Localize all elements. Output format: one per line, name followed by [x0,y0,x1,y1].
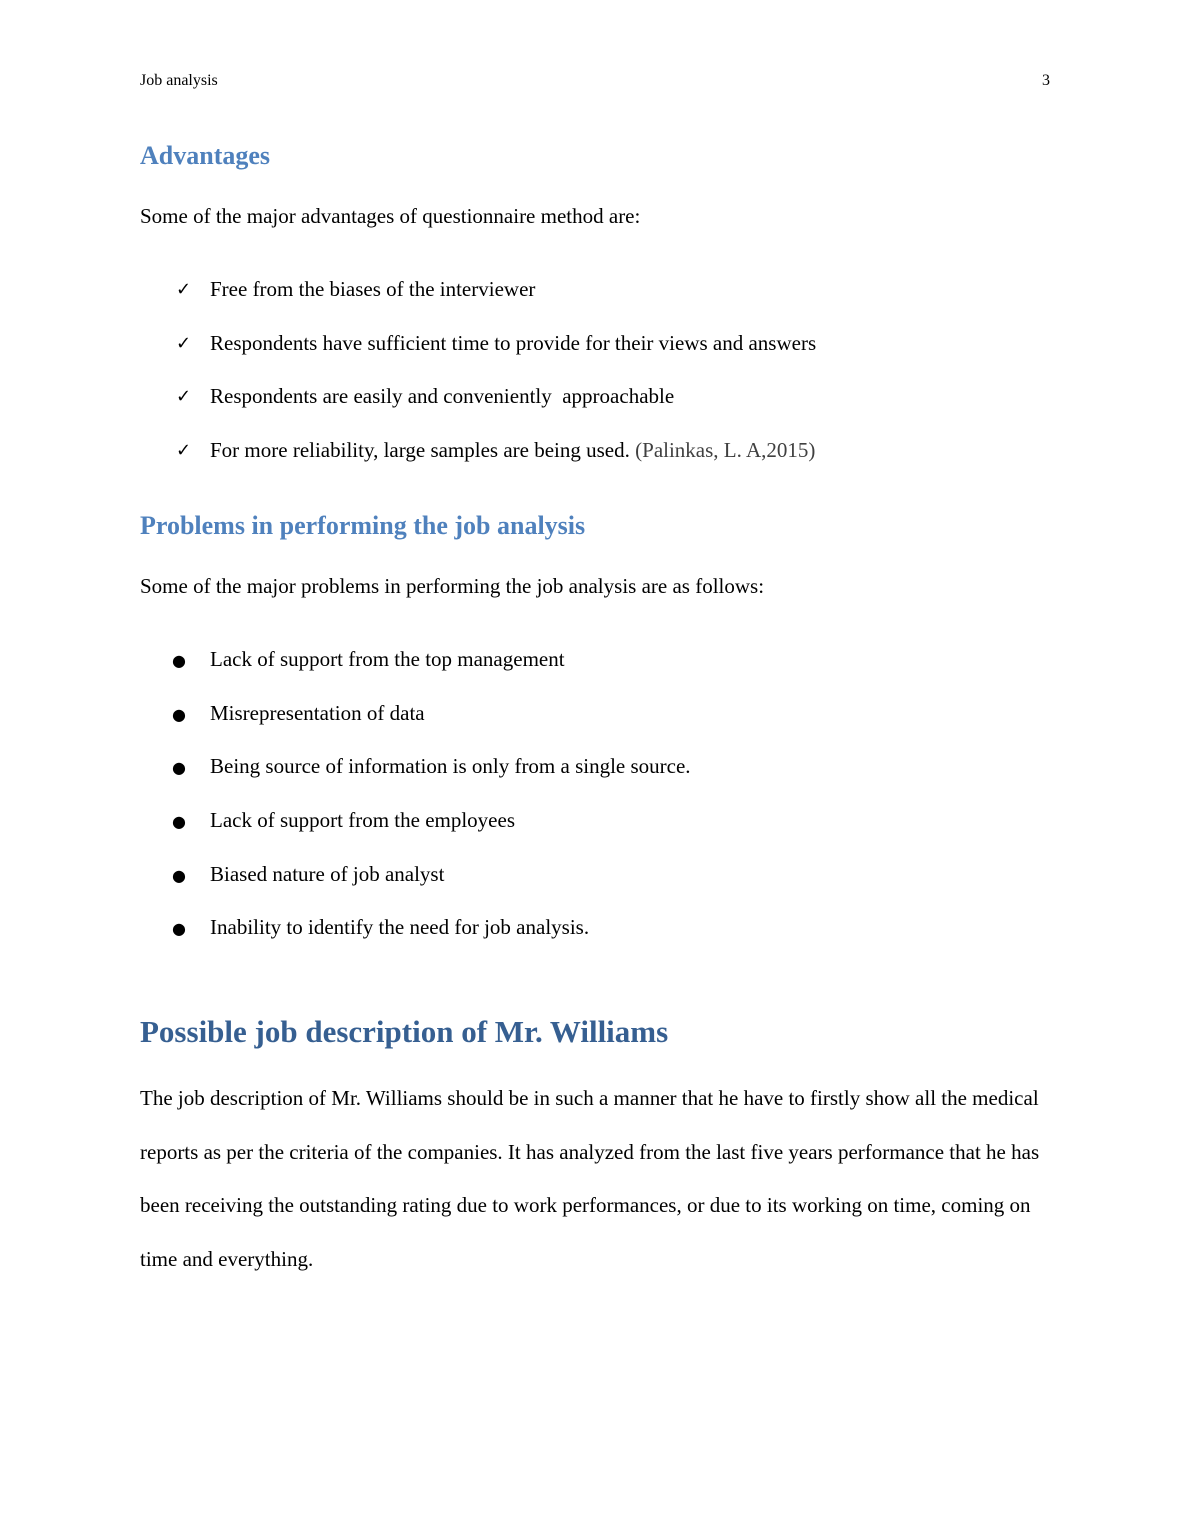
citation: (Palinkas, L. A,2015) [635,438,816,463]
checkmark-icon: ✓ [176,386,192,408]
problems-heading: Problems in performing the job analysis [140,511,586,540]
problems-intro: Some of the major problems in performing the job analysis are as follows: [140,574,765,598]
list-item-text: Being source of information is only from a single source. [210,754,691,779]
list-item-text: Lack of support from the employees [210,808,515,833]
list-item-text: Inability to identify the need for job analysis. [210,915,590,940]
page-number: 3 [1042,72,1050,89]
list-item-text: For more reliability, large samples are being used. (Palinkas, L. A,2015) [210,438,816,463]
job-description-body: The job description of Mr. Williams should be in such a manner that he have to firstly show all the medical reports as per the criteria of the companies. It has analyzed from the last five years performance that he has been receiving the outstanding rating due to work performances, or due to its working on time, coming on time and everything. [140,1086,1040,1272]
checkmark-icon: ✓ [176,279,192,300]
checkmark-icon: ✓ [176,440,192,462]
list-item-text: Respondents are easily and conveniently approachable [210,384,675,409]
advantages-intro: Some of the major advantages of questionnaire method are: [140,204,641,228]
list-item-text: Lack of support from the top management [210,647,565,671]
running-head: Job analysis [140,72,218,89]
job-description-heading: Possible job description of Mr. Williams [140,1014,669,1049]
bullet-icon: ● [172,758,186,778]
list-item-text: Biased nature of job analyst [210,861,445,886]
list-item-text: Misrepresentation of data [210,700,425,725]
advantages-heading: Advantages [140,141,271,170]
checkmark-icon: ✓ [176,332,192,354]
list-item-text: Respondents have sufficient time to provide for their views and answers [210,330,817,355]
bullet-icon: ● [172,651,186,670]
bullet-icon: ● [172,812,186,832]
bullet-icon: ● [172,865,186,885]
bullet-icon: ● [172,704,186,724]
list-item-text: Free from the biases of the interviewer [210,277,536,301]
bullet-icon: ● [172,919,186,939]
